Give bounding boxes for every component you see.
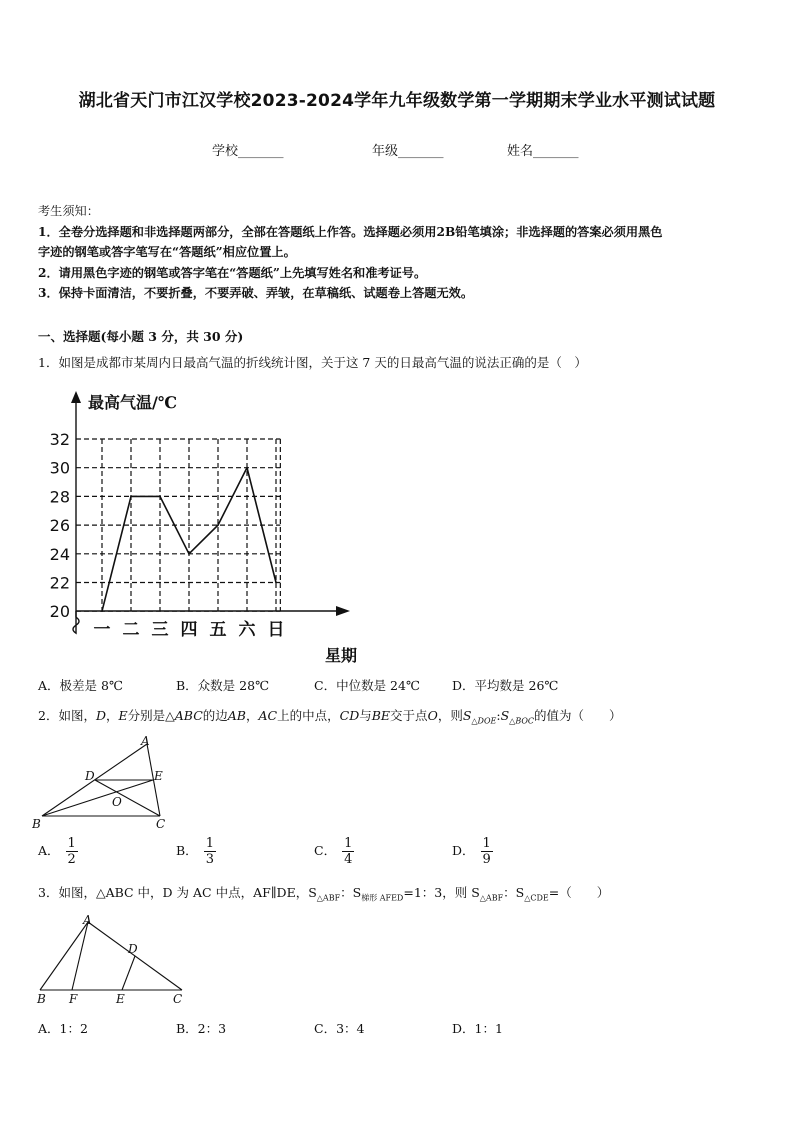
q1-option-b[interactable]: B．众数是 28℃ xyxy=(176,678,270,693)
label-a: A xyxy=(141,734,150,748)
y-tick-label: 32 xyxy=(49,430,70,449)
data-point xyxy=(101,610,103,612)
q1-stem: 1．如图是成都市某周内日最高气温的折线统计图，关于这 7 天的日最高气温的说法正确的是（ ） xyxy=(38,355,587,370)
x-tick-label: 二 xyxy=(122,620,140,640)
segment-be xyxy=(42,780,153,816)
notice-item-1b: 字迹的钢笔或答字笔写在“答题纸”相应位置上。 xyxy=(38,245,296,259)
label-b: B xyxy=(37,992,46,1006)
school-field[interactable]: 学校_______ xyxy=(212,144,284,159)
q3-option-c[interactable]: C．3：4 xyxy=(314,1021,365,1036)
segment-ba xyxy=(40,922,88,990)
data-point xyxy=(275,582,277,584)
q3-option-a[interactable]: A．1：2 xyxy=(38,1021,88,1036)
label-o: O xyxy=(112,795,122,809)
name-field[interactable]: 姓名_______ xyxy=(507,144,579,159)
data-point xyxy=(159,496,161,498)
q1-option-c[interactable]: C．中位数是 24℃ xyxy=(314,678,420,693)
chart-axes xyxy=(71,391,350,633)
x-tick-label: 日 xyxy=(267,620,285,640)
q1-option-a[interactable]: A．极差是 8℃ xyxy=(38,678,123,693)
paper-title: 湖北省天门市江汉学校2023-2024学年九年级数学第一学期期末学业水平测试试题 xyxy=(78,91,716,111)
grade-field[interactable]: 年级_______ xyxy=(372,144,444,159)
x-tick-label: 一 xyxy=(93,620,111,640)
label-a: A xyxy=(83,913,92,927)
label-e: E xyxy=(154,769,163,783)
segment-cd xyxy=(95,780,160,816)
chart-grid xyxy=(76,439,280,611)
q3-options xyxy=(0,1019,794,1039)
data-point xyxy=(217,524,219,526)
data-point xyxy=(130,496,132,498)
q2-option-b[interactable]: B． $\frac{1}{3}$ xyxy=(176,836,214,867)
chart-x-axis-label: 星期 xyxy=(325,646,358,665)
q3-triangle-figure xyxy=(32,912,192,1007)
q2-option-d[interactable]: D． $\frac{1}{9}$ xyxy=(452,836,491,867)
y-tick-label: 20 xyxy=(49,602,70,622)
y-axis-arrow xyxy=(71,391,81,403)
chart-y-axis-label: 最高气温/℃ xyxy=(88,393,178,412)
q3-option-d[interactable]: D．1：1 xyxy=(452,1021,503,1036)
q2-triangle-figure xyxy=(32,734,182,832)
q2-option-a[interactable]: A． $\frac{1}{2}$ xyxy=(38,836,76,867)
notice-block xyxy=(38,201,758,304)
y-tick-label: 22 xyxy=(49,573,70,593)
segment-de xyxy=(122,956,135,990)
q2-option-c[interactable]: C． $\frac{1}{4}$ xyxy=(314,836,353,867)
x-tick-label: 四 xyxy=(180,620,198,640)
q2-stem: 2．如图，D，E分别是△ABC的边AB，AC上的中点，CD与BE交于点O，则$S_{\triangle DOE}:S_{\triangle BOC}$的值为（ ） xyxy=(38,708,622,726)
data-point xyxy=(246,467,248,469)
y-axis-break xyxy=(73,611,79,633)
label-e: E xyxy=(116,992,125,1006)
notice-item-3: 3．保持卡面清洁，不要折叠，不要弄破、弄皱，在草稿纸、试题卷上答题无效。 xyxy=(38,286,474,300)
data-point xyxy=(188,553,190,555)
y-tick-label: 24 xyxy=(49,544,70,564)
q3-stem: 3．如图，△ABC 中，D 为 AC 中点，AF∥DE，$S_{\triangle ABF}$：$S_{梯形 AFED}=1$：3，则 $S_{\triangle ABF}$：$S_{\triangle CDE}=$（ ） xyxy=(38,885,610,903)
label-b: B xyxy=(32,817,41,831)
notice-item-2: 2．请用黑色字迹的钢笔或答字笔在“答题纸”上先填写姓名和准考证号。 xyxy=(38,265,427,280)
notice-heading: 考生须知： xyxy=(38,204,99,218)
y-tick-label: 26 xyxy=(49,516,70,536)
notice-item-1: 1．全卷分选择题和非选择题两部分，全部在答题纸上作答。选择题必须用2B铅笔填涂；非选择题的答案必须用黑色 xyxy=(38,224,663,239)
label-c: C xyxy=(173,992,183,1006)
chart-ticks xyxy=(50,430,285,640)
label-c: C xyxy=(156,817,166,831)
q3-option-b[interactable]: B．2：3 xyxy=(176,1021,227,1036)
y-tick-label: 28 xyxy=(49,487,70,507)
temperature-line-chart xyxy=(40,385,370,670)
x-axis-arrow xyxy=(336,606,350,616)
q1-options xyxy=(0,676,794,696)
y-tick-label: 30 xyxy=(49,458,70,478)
x-tick-label: 六 xyxy=(238,620,256,640)
q2-options xyxy=(0,836,794,876)
x-tick-label: 五 xyxy=(209,620,227,640)
section-heading: 一、选择题(每小题 3 分，共 30 分) xyxy=(38,329,244,344)
label-f: F xyxy=(69,992,78,1006)
x-tick-label: 三 xyxy=(151,620,169,640)
q1-option-d[interactable]: D．平均数是 26℃ xyxy=(452,678,559,693)
label-d: D xyxy=(128,942,138,956)
label-d: D xyxy=(85,769,95,783)
segment-af xyxy=(72,922,88,990)
